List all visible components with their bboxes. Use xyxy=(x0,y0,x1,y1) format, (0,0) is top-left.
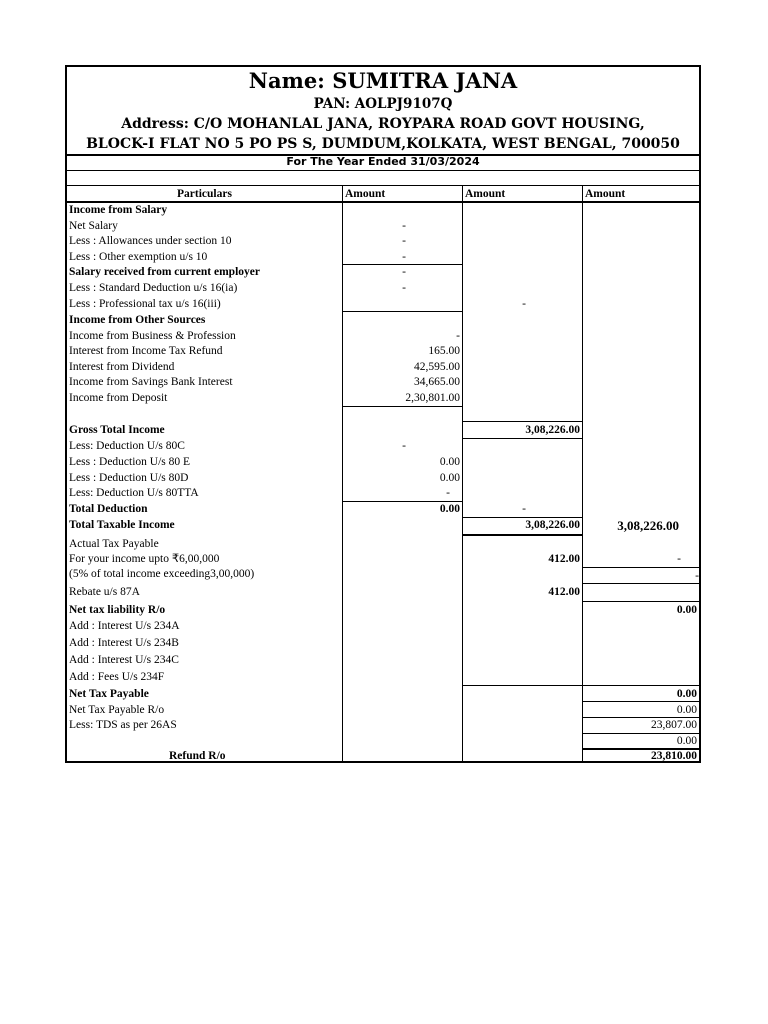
net-liability-value: 0.00 xyxy=(676,604,697,616)
interest-234b-label: Add : Interest U/s 234B xyxy=(69,637,179,649)
business-value: - xyxy=(456,330,460,342)
tax-refund-interest-value: 165.00 xyxy=(428,345,460,357)
taxable-income-value: 3,08,226.00 xyxy=(525,519,580,531)
col-separator-2 xyxy=(462,185,463,763)
interest-234a-label: Add : Interest U/s 234A xyxy=(69,620,180,632)
deposit-label: Income from Deposit xyxy=(69,392,168,404)
net-salary-value: - xyxy=(402,220,406,232)
tax-refund-interest-label: Interest from Income Tax Refund xyxy=(69,345,223,357)
business-label: Income from Business & Profession xyxy=(69,330,236,342)
other-exemption-value: - xyxy=(402,251,406,263)
total-deduction-value-2: - xyxy=(522,503,526,515)
net-tax-payable-value: 0.00 xyxy=(676,688,697,700)
deduction-80c-label: Less: Deduction U/s 80C xyxy=(69,440,185,452)
deposit-value: 2,30,801.00 xyxy=(405,392,460,404)
salary-received-label: Salary received from current employer xyxy=(69,266,260,278)
taxable-income-label: Total Taxable Income xyxy=(69,519,175,531)
net-salary-label: Net Salary xyxy=(69,220,118,232)
address-line-2: BLOCK-I FLAT NO 5 PO PS S, DUMDUM,KOLKATA, WEST BENGAL, 700050 xyxy=(86,136,680,152)
rule-gross-top xyxy=(463,421,582,422)
std-deduction-label: Less : Standard Deduction u/s 16(ia) xyxy=(69,282,238,294)
rule-blank-bottom xyxy=(67,185,699,186)
rebate-value: 412.00 xyxy=(548,586,580,598)
prof-tax-value: - xyxy=(522,298,526,310)
refund-value: 23,810.00 xyxy=(651,750,697,762)
net-tax-payable-ro-value: 0.00 xyxy=(676,704,697,716)
deduction-80d-label: Less : Deduction U/s 80D xyxy=(69,472,189,484)
income-upto-value: 412.00 xyxy=(548,553,580,565)
rule-salary-end xyxy=(343,311,462,312)
other-exemption-label: Less : Other exemption u/s 10 xyxy=(69,251,208,263)
rule-gross-bottom xyxy=(463,438,582,439)
address-line-1: Address: C/O MOHANLAL JANA, ROYPARA ROAD GOVT HOUSING, xyxy=(121,116,645,132)
deduction-80e-label: Less : Deduction U/s 80 E xyxy=(69,456,191,468)
col-header-amount-3: Amount xyxy=(585,188,626,200)
income-upto-value-3: - xyxy=(677,553,681,565)
five-pct-label: (5% of total income exceeding3,00,000) xyxy=(69,568,255,580)
income-upto-label: For your income upto ₹6,00,000 xyxy=(69,553,220,565)
col-header-amount-2: Amount xyxy=(465,188,506,200)
gross-total-value: 3,08,226.00 xyxy=(525,424,580,436)
deduction-80d-value: 0.00 xyxy=(439,472,460,484)
total-deduction-value: 0.00 xyxy=(439,503,460,515)
gross-total-label: Gross Total Income xyxy=(69,424,165,436)
tds-value: 23,807.00 xyxy=(651,719,697,731)
five-pct-value-3: - xyxy=(695,570,699,582)
net-tax-payable-ro-label: Net Tax Payable R/o xyxy=(69,704,165,716)
rule-rebate-top xyxy=(583,583,699,584)
salary-heading: Income from Salary xyxy=(69,204,168,216)
net-liability-label: Net tax liability R/o xyxy=(69,604,166,616)
refund-label: Refund R/o xyxy=(169,750,226,762)
rebate-label: Rebate u/s 87A xyxy=(69,586,140,598)
dividend-label: Interest from Dividend xyxy=(69,361,175,373)
prof-tax-label: Less : Professional tax u/s 16(iii) xyxy=(69,298,221,310)
deduction-80c-value: - xyxy=(402,440,406,452)
col-header-amount-1: Amount xyxy=(345,188,386,200)
rule-net-payable-ro-top xyxy=(583,701,699,702)
allowances-label: Less : Allowances under section 10 xyxy=(69,235,232,247)
deduction-80tta-value: - xyxy=(446,487,450,499)
taxable-income-final-value: 3,08,226.00 xyxy=(617,518,679,533)
pan-number: PAN: AOLPJ9107Q xyxy=(313,96,453,112)
rule-taxable-bottom xyxy=(463,534,582,536)
net-tax-payable-label: Net Tax Payable xyxy=(69,688,149,700)
deduction-80e-value: 0.00 xyxy=(439,456,460,468)
blank-row-value: 0.00 xyxy=(676,735,697,747)
dividend-value: 42,595.00 xyxy=(414,361,460,373)
salary-received-value: - xyxy=(402,266,406,278)
std-deduction-value: - xyxy=(402,282,406,294)
actual-tax-label: Actual Tax Payable xyxy=(69,538,159,550)
interest-234c-label: Add : Interest U/s 234C xyxy=(69,654,179,666)
rule-year-bottom xyxy=(67,170,699,171)
col-separator-3 xyxy=(582,185,583,763)
deduction-80tta-label: Less: Deduction U/s 80TTA xyxy=(69,487,199,499)
savings-interest-value: 34,665.00 xyxy=(414,376,460,388)
total-deduction-label: Total Deduction xyxy=(69,503,148,515)
rule-net-payable-top xyxy=(463,685,699,686)
taxpayer-name: Name: SUMITRA JANA xyxy=(248,68,518,93)
rule-rebate-bottom xyxy=(583,601,699,602)
other-sources-heading: Income from Other Sources xyxy=(69,314,206,326)
savings-interest-label: Income from Savings Bank Interest xyxy=(69,376,233,388)
rule-other-sources-end xyxy=(343,406,462,407)
tax-computation-sheet xyxy=(65,65,701,763)
rule-five-pct-top xyxy=(583,567,699,568)
col-header-particulars: Particulars xyxy=(177,188,232,200)
allowances-value: - xyxy=(402,235,406,247)
fees-234f-label: Add : Fees U/s 234F xyxy=(69,671,165,683)
tds-label: Less: TDS as per 26AS xyxy=(69,719,177,731)
year-ended-label: For The Year Ended 31/03/2024 xyxy=(286,155,480,168)
